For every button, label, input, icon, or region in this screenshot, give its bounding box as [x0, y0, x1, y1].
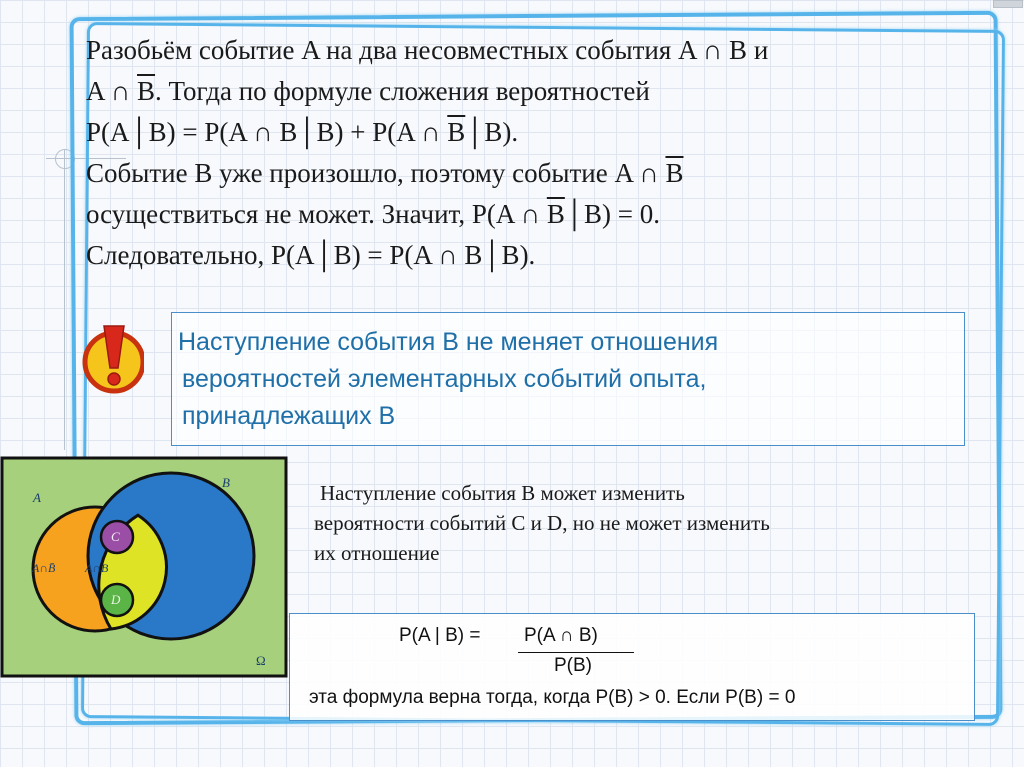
label-c: C [111, 529, 120, 544]
label-a-and-b: A∩B [85, 561, 109, 575]
key-note-box [171, 312, 965, 446]
overlined-symbol: $\overline{B}$ [447, 117, 466, 147]
label-omega: Ω [256, 653, 266, 668]
overlined-symbol: $\overline{B}$ [665, 158, 684, 188]
main-line [86, 153, 966, 194]
guide-line-vertical [64, 150, 65, 450]
formula-numerator: P(A ∩ B) [524, 625, 598, 646]
label-a-not-b: A∩B̄ [32, 561, 56, 575]
note-line: вероятностей элементарных событий опыта, [182, 365, 707, 393]
text-segment: осуществиться не может. Значит, P(A ∩ [86, 199, 547, 229]
note-line: принадлежащих B [182, 402, 396, 430]
text-segment: . Тогда по формуле сложения вероятностей [155, 76, 650, 106]
text-segment: A ∩ [86, 76, 138, 106]
text-segment: Событие B уже произошло, поэтому событие A ∩ [86, 158, 666, 188]
side-line: их отношение [314, 541, 440, 565]
side-line: Наступление события B может изменить [320, 481, 685, 505]
label-a: A [33, 490, 41, 505]
label-d: D [111, 592, 121, 607]
text-segment: │B). [465, 117, 519, 147]
main-line [86, 30, 966, 71]
text-segment: Следовательно, P(A│B) = P(A ∩ B│B). [86, 240, 536, 270]
formula-box [289, 613, 975, 721]
formula-lhs: P(A | B) = [399, 625, 481, 646]
side-line: вероятности событий C и D, но не может изменить [314, 511, 770, 535]
main-line [86, 235, 966, 276]
text-segment: │B) = 0. [564, 199, 660, 229]
note-line: Наступление события B не меняет отношения [178, 328, 719, 356]
window-scroll-tab [993, 0, 1023, 8]
overlined-symbol: $\overline{B}$ [137, 76, 156, 106]
main-line [86, 194, 966, 235]
overlined-symbol: $\overline{B}$ [546, 199, 565, 229]
fraction-bar [518, 652, 634, 653]
label-b: B [222, 475, 230, 490]
exclamation-icon [80, 322, 144, 394]
main-line [86, 112, 966, 153]
main-line [86, 71, 966, 112]
formula-condition: эта формула верна тогда, когда P(B) > 0. Если P(B) = 0 [309, 687, 796, 708]
side-explanation [314, 478, 770, 568]
formula-denominator: P(B) [554, 655, 592, 676]
text-segment: Разобьём событие A на два несовместных события A ∩ B и [86, 35, 769, 65]
text-segment: P(A│B) = P(A ∩ B│B) + P(A ∩ [86, 117, 448, 147]
venn-diagram [0, 456, 288, 678]
main-derivation-text [86, 30, 966, 276]
